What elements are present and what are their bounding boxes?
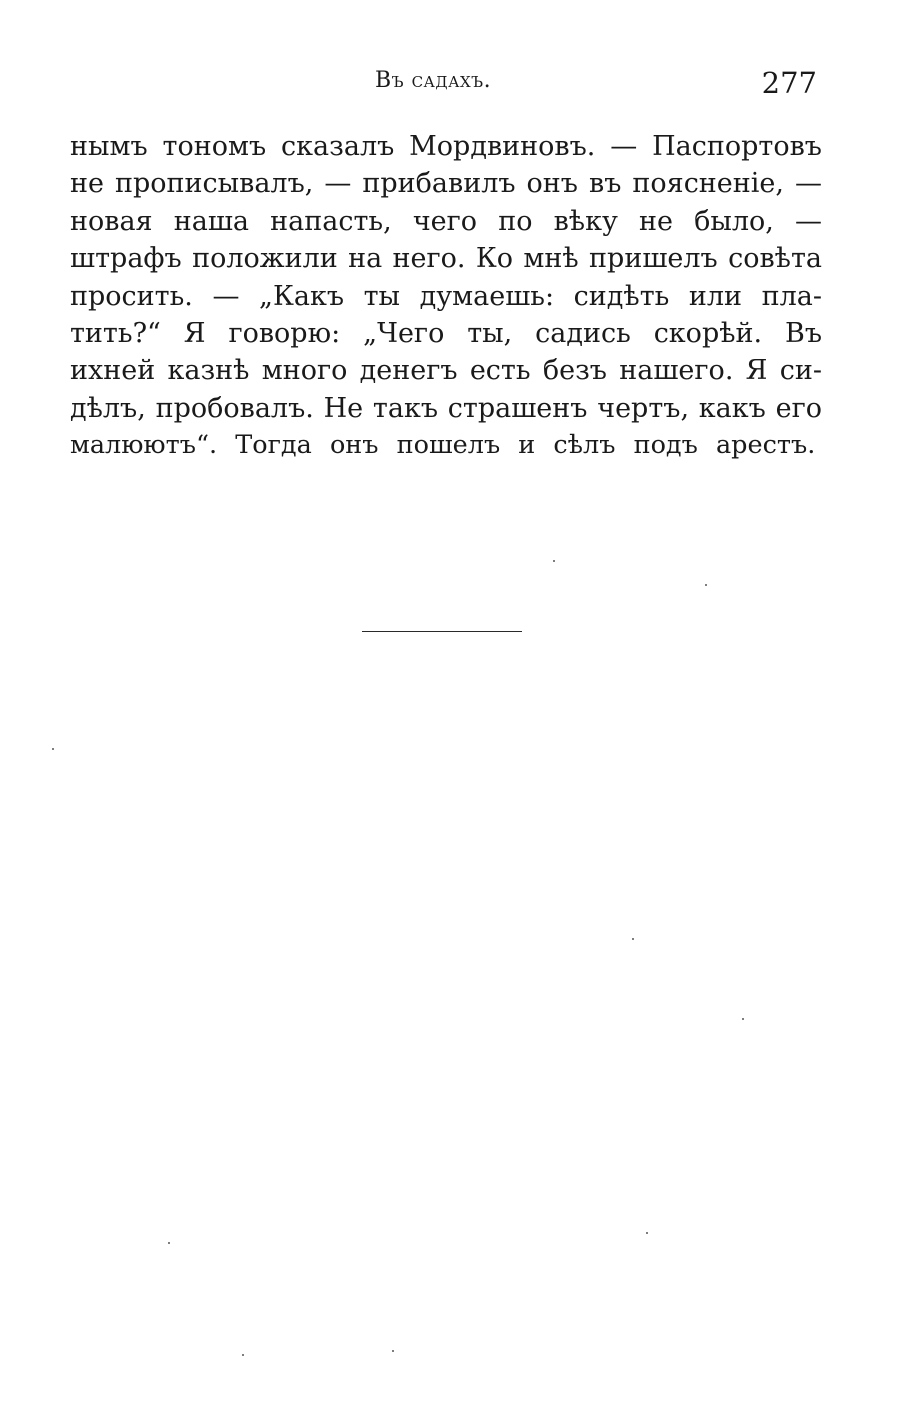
text-line: просить. — „Какъ ты думаешь: сидѣть или пла- (70, 280, 822, 312)
section-end-rule (362, 631, 522, 632)
running-head: Въ садахъ. (375, 68, 492, 93)
text-line: тить?“ Я говорю: „Чего ты, садись скорѣй. Въ (70, 317, 822, 349)
scan-speck (742, 1018, 744, 1020)
scan-speck (52, 748, 54, 750)
scan-speck (168, 1242, 170, 1244)
text-line: нымъ тономъ сказалъ Мордвиновъ. — Паспортовъ (70, 131, 822, 162)
text-line: дѣлъ, пробовалъ. Не такъ страшенъ чертъ, какъ его (70, 392, 822, 424)
body-text (70, 128, 822, 465)
text-line: не прописывалъ, — прибавилъ онъ въ поясненіе, — (70, 168, 822, 200)
scan-speck (632, 938, 634, 940)
text-line: новая наша напасть, чего по вѣку не было, — (70, 205, 822, 237)
text-line: ихней казнѣ много денегъ есть безъ нашего. Я си- (70, 355, 822, 387)
scan-speck (553, 560, 555, 562)
scan-speck (646, 1232, 648, 1234)
scan-speck (392, 1350, 394, 1352)
scan-speck (705, 584, 707, 586)
page-number: 277 (761, 66, 817, 100)
scan-speck (242, 1354, 244, 1356)
text-line-last: малюютъ“. Тогда онъ пошелъ и сѣлъ подъ арестъ. (70, 430, 816, 461)
text-line: штрафъ положили на него. Ко мнѣ пришелъ совѣта (70, 243, 822, 275)
